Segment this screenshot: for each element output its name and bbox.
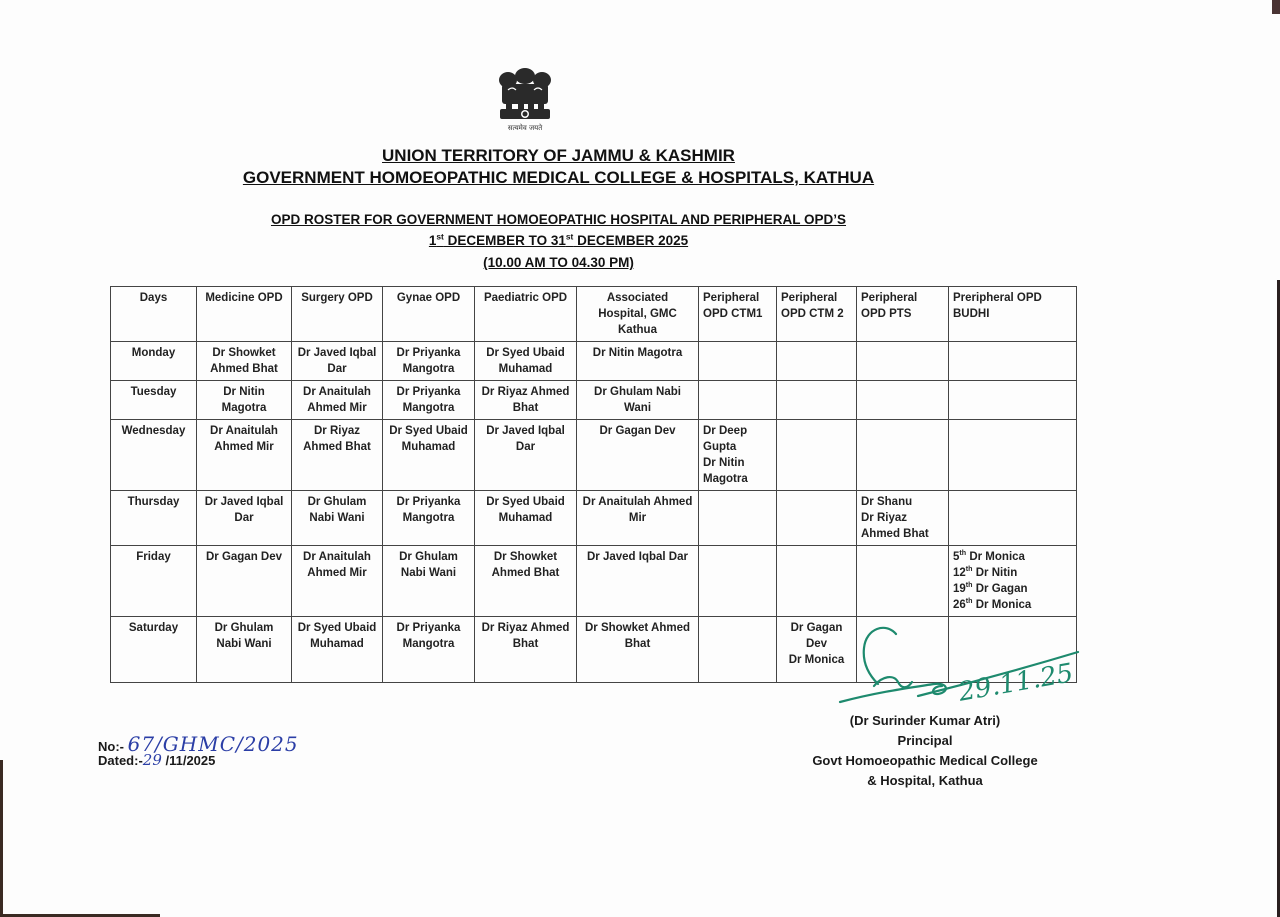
day-cell: Friday	[111, 546, 197, 617]
table-cell	[777, 342, 857, 381]
table-cell: Dr Priyanka Mangotra	[383, 381, 475, 420]
table-cell	[949, 491, 1077, 546]
table-cell: Dr Gagan Dev	[197, 546, 292, 617]
day-cell: Thursday	[111, 491, 197, 546]
ut-title: UNION TERRITORY OF JAMMU & KASHMIR	[382, 146, 735, 165]
table-cell: Dr Riyaz Ahmed Bhat	[292, 420, 383, 491]
table-cell	[857, 420, 949, 491]
table-cell	[777, 491, 857, 546]
table-cell: Dr Gagan Dev Dr Monica	[777, 617, 857, 683]
table-cell: Dr Ghulam Nabi Wani	[383, 546, 475, 617]
signatory-block	[780, 711, 1070, 791]
table-cell: Dr Riyaz Ahmed Bhat	[475, 617, 577, 683]
table-cell: Dr Nitin Magotra	[197, 381, 292, 420]
signatory-title: Principal	[897, 733, 953, 748]
signature-date: 29.11.25	[956, 658, 1076, 708]
reference-date: Dated:-29 /11/2025	[98, 751, 216, 769]
table-cell: Dr Ghulam Nabi Wani	[197, 617, 292, 683]
day-cell: Tuesday	[111, 381, 197, 420]
table-cell: Dr Javed Iqbal Dar	[292, 342, 383, 381]
budhi-schedule-cell	[949, 546, 1077, 617]
table-cell: Dr Showket Ahmed Bhat	[577, 617, 699, 683]
college-title: GOVERNMENT HOMOEOPATHIC MEDICAL COLLEGE & HOSPITALS, KATHUA	[242, 168, 875, 187]
table-cell: Dr Deep Gupta Dr Nitin Magotra	[699, 420, 777, 491]
table-cell: Dr Javed Iqbal Dar	[577, 546, 699, 617]
table-cell	[777, 381, 857, 420]
column-header: Associated Hospital, GMC Kathua	[577, 287, 699, 342]
table-row	[111, 342, 1077, 381]
handwritten-number: 67/GHMC/2025	[127, 732, 299, 756]
table-cell: Dr Showket Ahmed Bhat	[197, 342, 292, 381]
table-cell	[857, 381, 949, 420]
table-cell: Dr Gagan Dev	[577, 420, 699, 491]
table-cell: Dr Shanu Dr Riyaz Ahmed Bhat	[857, 491, 949, 546]
table-cell: Dr Syed Ubaid Muhamad	[475, 491, 577, 546]
column-header: Days	[111, 287, 197, 342]
table-cell: Dr Priyanka Mangotra	[383, 342, 475, 381]
column-header: Gynae OPD	[383, 287, 475, 342]
table-cell	[949, 420, 1077, 491]
table-cell	[699, 617, 777, 683]
table-cell: Dr Anaitulah Ahmed Mir	[577, 491, 699, 546]
table-cell: Dr Anaitulah Ahmed Mir	[292, 381, 383, 420]
table-cell: Dr Javed Iqbal Dar	[475, 420, 577, 491]
table-cell: Dr Ghulam Nabi Wani	[577, 381, 699, 420]
table-cell	[777, 546, 857, 617]
reference-number: No:- 67/GHMC/2025	[98, 732, 299, 756]
column-header: Preripheral OPD BUDHI	[949, 287, 1077, 342]
handwritten-day: 29	[142, 751, 162, 769]
column-header: Surgery OPD	[292, 287, 383, 342]
roster-title: OPD ROSTER FOR GOVERNMENT HOMOEOPATHIC HOSPITAL AND PERIPHERAL OPD’S	[270, 212, 847, 227]
column-header: Peripheral OPD PTS	[857, 287, 949, 342]
table-cell: Dr Priyanka Mangotra	[383, 491, 475, 546]
table-cell: Dr Ghulam Nabi Wani	[292, 491, 383, 546]
table-row	[111, 546, 1077, 617]
column-header: Medicine OPD	[197, 287, 292, 342]
column-header: Peripheral OPD CTM1	[699, 287, 777, 342]
scan-edge	[0, 760, 3, 917]
table-cell	[699, 381, 777, 420]
signatory-name: (Dr Surinder Kumar Atri)	[849, 713, 1001, 728]
signatory-org-line2: & Hospital, Kathua	[867, 773, 983, 788]
emblem-motto: सत्यमेव जयते	[507, 124, 543, 132]
table-row	[111, 491, 1077, 546]
budhi-entry: 12th Dr Nitin	[953, 565, 1018, 579]
table-cell: Dr Syed Ubaid Muhamad	[383, 420, 475, 491]
scan-edge	[1272, 0, 1280, 14]
roster-period: 1st DECEMBER TO 31st DECEMBER 2025	[428, 231, 689, 248]
table-cell: Dr Syed Ubaid Muhamad	[292, 617, 383, 683]
table-row	[111, 381, 1077, 420]
roster-timings: (10.00 AM TO 04.30 PM)	[483, 255, 634, 270]
budhi-entry: 26th Dr Monica	[953, 597, 1032, 611]
table-cell: Dr Anaitulah Ahmed Mir	[292, 546, 383, 617]
day-cell: Monday	[111, 342, 197, 381]
table-cell	[857, 546, 949, 617]
table-cell	[699, 342, 777, 381]
signatory-org: Govt Homoeopathic Medical College	[812, 753, 1038, 768]
table-row	[111, 420, 1077, 491]
table-cell: Dr Syed Ubaid Muhamad	[475, 342, 577, 381]
budhi-entry: 19th Dr Gagan	[953, 581, 1028, 595]
table-cell	[949, 381, 1077, 420]
day-cell: Saturday	[111, 617, 197, 683]
table-cell: Dr Riyaz Ahmed Bhat	[475, 381, 577, 420]
table-cell: Dr Nitin Magotra	[577, 342, 699, 381]
table-header-row	[111, 287, 1077, 342]
table-cell: Dr Anaitulah Ahmed Mir	[197, 420, 292, 491]
table-cell	[777, 420, 857, 491]
column-header: Paediatric OPD	[475, 287, 577, 342]
table-cell: Dr Javed Iqbal Dar	[197, 491, 292, 546]
budhi-entry: 5th Dr Monica	[953, 549, 1025, 563]
table-cell	[857, 342, 949, 381]
table-cell	[699, 546, 777, 617]
table-cell	[699, 491, 777, 546]
table-cell: Dr Priyanka Mangotra	[383, 617, 475, 683]
table-cell: Dr Showket Ahmed Bhat	[475, 546, 577, 617]
table-cell	[949, 342, 1077, 381]
column-header: Peripheral OPD CTM 2	[777, 287, 857, 342]
day-cell: Wednesday	[111, 420, 197, 491]
